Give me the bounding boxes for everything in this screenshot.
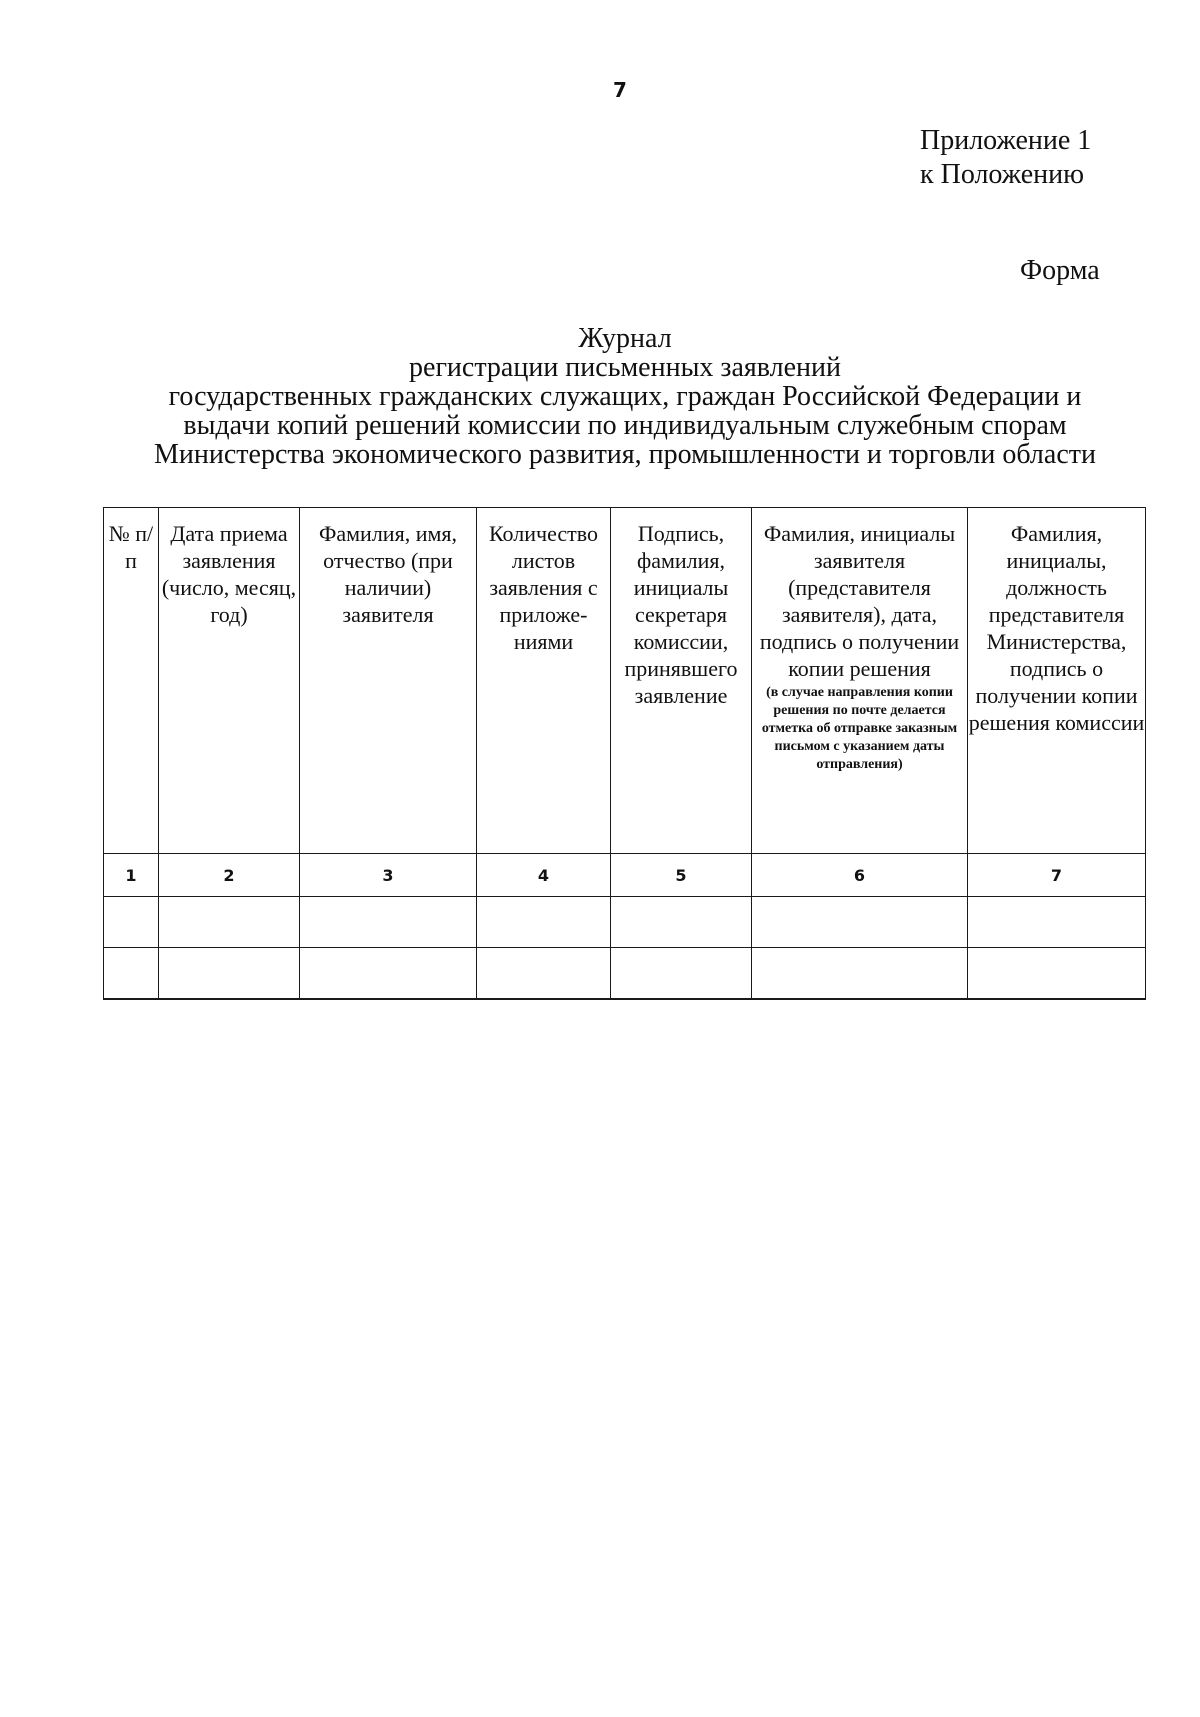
form-label: Форма — [1020, 255, 1100, 286]
column-number: 1 — [104, 854, 159, 897]
header-text: Фамилия, инициалы, должность представителя Министерства, подпись о получении копии решения комиссии — [968, 521, 1145, 735]
empty-cell — [104, 948, 159, 1000]
journal-table — [103, 507, 1146, 1000]
empty-cell — [611, 948, 752, 1000]
header-cell-date — [159, 508, 300, 854]
header-cell-number — [104, 508, 159, 854]
header-text: Подпись, фамилия, инициалы секретаря комиссии, принявшего заявление — [624, 521, 738, 708]
title-line-5: Министерства экономического развития, промышленности и торговли области — [154, 439, 1096, 470]
title-line-3: государственных гражданских служащих, граждан Российской Федерации и — [168, 381, 1082, 412]
header-cell-applicant-receipt — [752, 508, 968, 854]
header-cell-ministry-receipt — [968, 508, 1146, 854]
title-line-4: выдачи копий решений комиссии по индивидуальным служебным спорам — [183, 410, 1067, 441]
header-text: № п/п — [108, 521, 154, 573]
table-row — [104, 897, 1146, 948]
column-number: 4 — [477, 854, 611, 897]
document-title — [100, 324, 1150, 469]
empty-cell — [300, 897, 477, 948]
empty-cell — [752, 948, 968, 1000]
header-text: Количество листов заявления с приложе-ниями — [488, 521, 599, 654]
title-line-2: регистрации письменных заявлений — [409, 352, 841, 383]
empty-cell — [611, 897, 752, 948]
empty-cell — [968, 948, 1146, 1000]
appendix-line-2: к Положению — [920, 159, 1085, 190]
empty-cell — [477, 948, 611, 1000]
title-line-1: Журнал — [578, 323, 672, 354]
header-cell-sheet-count — [477, 508, 611, 854]
empty-cell — [477, 897, 611, 948]
header-note: (в случае направления копии решения по почте делается отметка об отправке заказным письмом с указанием даты отправления) — [761, 685, 958, 772]
column-number: 2 — [159, 854, 300, 897]
empty-cell — [300, 948, 477, 1000]
appendix-line-1: Приложение 1 — [920, 125, 1092, 156]
empty-cell — [159, 948, 300, 1000]
appendix-reference — [920, 124, 1160, 192]
column-number: 7 — [968, 854, 1146, 897]
column-number: 5 — [611, 854, 752, 897]
column-number: 3 — [300, 854, 477, 897]
column-number: 6 — [752, 854, 968, 897]
page-number: 7 — [613, 78, 627, 102]
empty-cell — [968, 897, 1146, 948]
header-row — [104, 508, 1146, 854]
header-text: Дата приема заявления (число, месяц, год) — [161, 521, 297, 627]
column-number-row — [104, 854, 1146, 897]
header-text: Фамилия, имя, отчество (при наличии) заявителя — [318, 521, 458, 627]
empty-cell — [752, 897, 968, 948]
header-cell-secretary-signature — [611, 508, 752, 854]
header-cell-applicant-name — [300, 508, 477, 854]
empty-cell — [159, 897, 300, 948]
header-text: Фамилия, инициалы заявителя (представителя заявителя), дата, подпись о получении копии решения — [759, 521, 960, 681]
table-row — [104, 948, 1146, 1000]
empty-cell — [104, 897, 159, 948]
